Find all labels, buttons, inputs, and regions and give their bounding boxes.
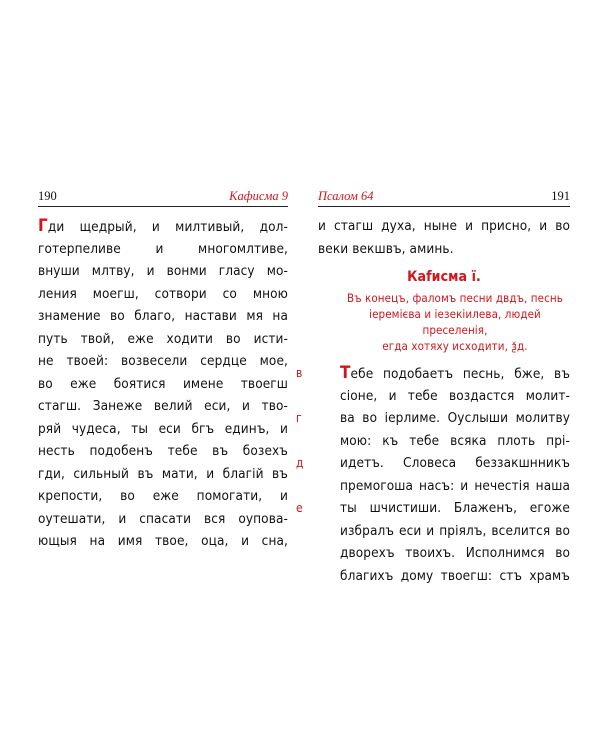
verse xyxy=(296,362,570,407)
verse-number: е xyxy=(296,501,303,515)
text-line: веки векшвъ, аминь. xyxy=(318,240,454,257)
left-running-title: Кафисма 9 xyxy=(229,189,288,203)
psalm-superscription xyxy=(318,290,570,354)
verse-number: д xyxy=(296,456,304,470)
text-line: не твоей: возвесели сердце мое, xyxy=(38,353,288,369)
text-line: Гди щедрый, и милтивый, дол- xyxy=(38,216,288,236)
text-line: крепости, во еже помогати, и xyxy=(38,488,288,504)
text-line: во еже боятися имене твоегш xyxy=(38,375,288,392)
left-page-number: 190 xyxy=(38,189,57,203)
text-line: гди, сильный въ мати, и благій въ xyxy=(38,465,288,482)
text-line: стагш. Занеже велий еси, и тво- xyxy=(38,398,288,414)
text-line: ты шчистиши. Блаженъ, егоже xyxy=(340,500,570,516)
left-page-header xyxy=(38,188,288,207)
text-line: готерпеливе и многомлтиве, xyxy=(38,240,288,257)
text-line: знамение во благо, настави мя на xyxy=(38,308,288,324)
red-initial-letter: Т xyxy=(340,363,351,383)
right-page xyxy=(296,188,570,588)
verse-number: г xyxy=(296,411,302,425)
psalm-superscription-line: Въ конецъ, фаломъ песни двдъ, песнь xyxy=(347,291,563,305)
text-line: идетъ. Словеса беззакшнникъ xyxy=(340,455,570,471)
text-line: внуши млтву, и вонми гласу мо- xyxy=(38,263,288,279)
text-line: сіоне, и тебе воздастся молит- xyxy=(340,387,570,404)
text-line: ления моегш, сотвори со мною xyxy=(38,285,288,302)
text-line: несть подобенъ тебе въ бозехъ xyxy=(38,443,288,459)
text-line: дворехъ твоихъ. Исполнимся во xyxy=(340,545,570,561)
text-line: благихъ дому твоегш: стъ храмъ xyxy=(340,567,570,584)
right-running-title: Псалом 64 xyxy=(318,189,374,203)
verse xyxy=(296,497,570,587)
text-line: ющыя на имя твое, оца, и сна, xyxy=(38,533,288,549)
text-line: оутешати, и спасати вся оупова- xyxy=(38,510,288,527)
text-line: мою: къ тебе всяка плоть прі- xyxy=(340,432,570,449)
kathisma-heading: Каfисма ї. xyxy=(407,269,481,285)
text-line: Тебе подобаетъ песнь, бже, въ xyxy=(340,363,570,383)
verse xyxy=(296,452,570,497)
verse-number: в xyxy=(296,366,303,380)
right-page-number: 191 xyxy=(551,189,570,203)
left-page-body xyxy=(38,215,288,553)
text-line: ва во іерлиме. Оуслыши молитву xyxy=(340,410,570,426)
text-line: премогоша насъ: и нечестія наша xyxy=(340,477,570,494)
right-page-body xyxy=(296,215,570,587)
text-line: и стагш духа, ныне и присно, и во xyxy=(318,218,570,234)
red-initial-letter: Г xyxy=(38,216,48,236)
verse xyxy=(296,407,570,452)
psalm-superscription-line: егда хотяху исходити, ѯд. xyxy=(382,339,528,353)
left-page xyxy=(38,188,288,588)
text-line: избралъ еси и пріялъ, вселится во xyxy=(340,522,570,539)
right-page-header xyxy=(318,188,570,207)
psalm-superscription-line: іеремієва и іезекіилева, людей преселенія, xyxy=(369,307,541,337)
text-line: ряй чудеса, ты еси бгъ единъ, и xyxy=(38,420,288,437)
text-line: путь твой, еже ходити во исти- xyxy=(38,330,288,347)
